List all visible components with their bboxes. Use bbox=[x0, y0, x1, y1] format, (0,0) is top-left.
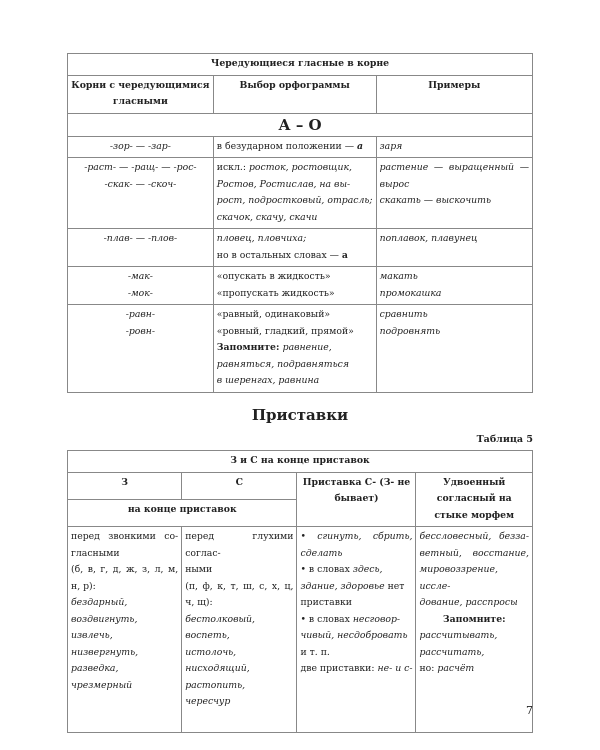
text-segment: ными bbox=[185, 564, 213, 575]
example-cell bbox=[376, 267, 532, 305]
text-segment: скачок, скачу, скачи bbox=[216, 211, 318, 223]
double-consonant-cell bbox=[416, 527, 533, 733]
cell-line bbox=[217, 139, 373, 156]
text-segment: «ровный, гладкий, прямой» bbox=[216, 325, 354, 337]
cell-line bbox=[300, 612, 412, 629]
text-segment: (б, в, г, д, ж, з, л, м, bbox=[71, 564, 179, 575]
text-segment: но в остальных словах — bbox=[216, 249, 342, 261]
text-segment: ч, щ): bbox=[185, 597, 213, 608]
column-header-roots: Корни с чередующимися гласными bbox=[68, 75, 214, 113]
table-label: Таблица 5 bbox=[476, 434, 533, 445]
text-segment: перед глухими соглас- bbox=[185, 531, 294, 559]
section-header: А – О bbox=[68, 113, 533, 136]
column-header-prefix-s: Приставка С- (З- не бывает) bbox=[297, 472, 416, 527]
column-header-z: З bbox=[68, 472, 182, 499]
root-cell bbox=[68, 305, 214, 393]
cell-line bbox=[71, 177, 210, 194]
cell-line bbox=[185, 645, 293, 662]
cell-line bbox=[217, 307, 373, 324]
text-segment: Ростов, Ростислав, на вы- bbox=[216, 178, 351, 190]
cell-line bbox=[217, 177, 373, 194]
text-segment: бессловесный, безза- bbox=[419, 531, 529, 542]
text-segment: и т. п. bbox=[300, 646, 330, 658]
cell-line bbox=[71, 628, 178, 645]
text-segment: н, р): bbox=[71, 580, 96, 592]
rule-cell bbox=[213, 229, 376, 267]
text-segment: низвергнуть, bbox=[71, 646, 139, 658]
text-segment: промокашка bbox=[379, 287, 442, 299]
text-segment: перед звонкими со- bbox=[71, 531, 179, 542]
root-cell bbox=[68, 136, 214, 158]
cell-line bbox=[419, 595, 529, 612]
rule-cell bbox=[213, 158, 376, 229]
text-segment: воздвигнуть, bbox=[71, 613, 138, 625]
text-segment: гласными bbox=[71, 547, 120, 559]
text-segment: росток, ростовщик, bbox=[248, 162, 352, 173]
section-title: Приставки bbox=[251, 406, 349, 424]
cell-line bbox=[71, 231, 210, 248]
column-header-double-consonant: Удвоенный согласный на стыке морфем bbox=[416, 472, 533, 527]
table-title: Чередующиеся гласные в корне bbox=[68, 54, 533, 76]
text-segment: вырос bbox=[379, 178, 410, 190]
cell-line bbox=[71, 678, 178, 695]
text-segment: • в словах bbox=[300, 613, 353, 625]
text-segment: пловец, пловчиха; bbox=[216, 233, 307, 244]
text-segment: -равн- bbox=[125, 309, 156, 320]
cell-line bbox=[217, 324, 373, 341]
text-segment: равняться, подравняться bbox=[216, 358, 350, 370]
text-segment: истолочь, bbox=[185, 646, 237, 658]
cell-line bbox=[185, 562, 293, 579]
cell-line bbox=[419, 628, 529, 645]
cell-line bbox=[71, 324, 210, 341]
text-segment: чересчур bbox=[185, 696, 231, 707]
text-segment: мировоззрение, иссле- bbox=[419, 564, 498, 592]
cell-line bbox=[419, 661, 529, 678]
page-number: 7 bbox=[526, 704, 533, 717]
cell-line bbox=[71, 661, 178, 678]
text-segment: макать bbox=[379, 271, 418, 282]
cell-line bbox=[185, 661, 293, 678]
example-cell bbox=[376, 136, 532, 158]
text-segment: дование, расспросы bbox=[419, 597, 518, 608]
cell-line bbox=[185, 529, 293, 562]
s-rule-cell bbox=[182, 527, 297, 733]
text-segment: несговор- bbox=[352, 613, 401, 625]
cell-line bbox=[380, 231, 529, 248]
text-segment: -раст- — -ращ- — -рос- bbox=[84, 162, 197, 173]
text-segment: в шеренгах, равнина bbox=[216, 375, 320, 386]
table-row bbox=[68, 158, 533, 229]
cell-line bbox=[380, 269, 529, 286]
cell-line bbox=[380, 139, 529, 156]
cell-line bbox=[217, 269, 373, 286]
text-segment: рассчитывать, bbox=[419, 630, 498, 641]
text-segment: две приставки: bbox=[300, 663, 378, 674]
text-segment: поплавок, плавунец bbox=[379, 233, 478, 244]
cell-line bbox=[419, 612, 529, 629]
rule-cell bbox=[213, 136, 376, 158]
text-segment: а bbox=[356, 140, 363, 152]
table-row bbox=[68, 229, 533, 267]
text-segment: растение — выращенный — bbox=[379, 162, 529, 173]
text-segment: -зор- — -зар- bbox=[109, 140, 171, 152]
text-segment: нисходящий, bbox=[185, 663, 250, 674]
cell-line bbox=[71, 529, 178, 546]
rule-cell bbox=[213, 267, 376, 305]
cell-line bbox=[300, 562, 412, 579]
cell-line bbox=[185, 628, 293, 645]
column-header-examples: Примеры bbox=[376, 75, 532, 113]
rule-cell bbox=[213, 305, 376, 393]
text-segment: бездарный, bbox=[71, 597, 128, 608]
text-segment: Запомните: bbox=[442, 613, 506, 625]
text-segment: «равный, одинаковый» bbox=[216, 309, 331, 320]
text-segment: расчёт bbox=[437, 663, 475, 674]
cell-line bbox=[217, 248, 373, 265]
text-segment: но: bbox=[419, 663, 438, 674]
text-segment: растопить, bbox=[185, 679, 246, 691]
cell-line bbox=[71, 562, 178, 579]
text-segment: (п, ф, к, т, ш, с, х, ц, bbox=[185, 580, 294, 592]
cell-line bbox=[71, 139, 210, 156]
text-segment: -плав- — -плов- bbox=[103, 233, 178, 244]
cell-line bbox=[71, 307, 210, 324]
example-cell bbox=[376, 305, 532, 393]
cell-line bbox=[380, 193, 529, 210]
z-rule-cell bbox=[68, 527, 182, 733]
text-segment: а bbox=[341, 249, 348, 261]
cell-line bbox=[419, 645, 529, 662]
cell-line bbox=[185, 595, 293, 612]
text-segment: искл.: bbox=[216, 162, 249, 173]
cell-line bbox=[71, 612, 178, 629]
text-segment: -скак- — -скоч- bbox=[104, 178, 177, 190]
cell-line bbox=[300, 595, 412, 612]
cell-line bbox=[71, 579, 178, 596]
text-segment: «опускать в жидкость» bbox=[216, 271, 331, 282]
cell-line bbox=[419, 546, 529, 563]
cell-line bbox=[380, 177, 529, 194]
cell-line bbox=[380, 286, 529, 303]
text-segment: • в словах bbox=[300, 564, 353, 575]
cell-line bbox=[380, 307, 529, 324]
cell-line bbox=[300, 661, 412, 678]
prefix-s-cell bbox=[297, 527, 416, 733]
text-segment: заря bbox=[379, 140, 403, 152]
table-row bbox=[68, 267, 533, 305]
text-segment: рассчитать, bbox=[419, 646, 485, 658]
text-segment: сделать bbox=[300, 547, 343, 559]
text-segment: нет bbox=[387, 580, 405, 592]
cell-line bbox=[217, 286, 373, 303]
text-segment: не- и с- bbox=[377, 663, 413, 674]
text-segment: -ровн- bbox=[125, 325, 156, 337]
text-segment: разведка, bbox=[71, 663, 119, 674]
text-segment: подровнять bbox=[379, 325, 441, 337]
text-segment: в безударном положении — bbox=[216, 140, 357, 152]
text-segment: ветный, восстание, bbox=[419, 547, 529, 559]
text-segment: бестолковый, bbox=[185, 613, 255, 625]
root-cell bbox=[68, 158, 214, 229]
alternating-vowels-table bbox=[67, 53, 533, 393]
example-cell bbox=[376, 229, 532, 267]
text-segment: равнение, bbox=[282, 342, 332, 353]
cell-line bbox=[71, 286, 210, 303]
text-segment: чивый, несдобровать bbox=[300, 630, 408, 641]
text-segment: воспеть, bbox=[185, 630, 230, 641]
cell-line bbox=[380, 160, 529, 177]
text-segment: чрезмерный bbox=[71, 679, 133, 691]
prefix-z-s-table bbox=[67, 450, 533, 733]
cell-line bbox=[71, 269, 210, 286]
table-title: З и С на конце приставок bbox=[68, 451, 533, 473]
cell-line bbox=[217, 340, 373, 357]
text-segment: приставки bbox=[300, 597, 352, 608]
cell-line bbox=[419, 529, 529, 546]
text-segment: рост, подростковый, отрасль; bbox=[216, 195, 373, 206]
text-segment: -мок- bbox=[127, 287, 153, 299]
text-segment: -мак- bbox=[127, 271, 153, 282]
table-row bbox=[68, 527, 533, 733]
cell-line bbox=[217, 357, 373, 374]
cell-line bbox=[71, 595, 178, 612]
cell-line bbox=[300, 628, 412, 645]
text-segment: здание, здоровье bbox=[300, 580, 388, 592]
table-row bbox=[68, 305, 533, 393]
cell-line bbox=[185, 694, 293, 711]
cell-line bbox=[71, 160, 210, 177]
cell-line bbox=[217, 160, 373, 177]
cell-line bbox=[380, 324, 529, 341]
cell-line bbox=[71, 546, 178, 563]
cell-line bbox=[185, 612, 293, 629]
column-subheader: на конце приставок bbox=[68, 499, 297, 526]
cell-line bbox=[185, 579, 293, 596]
cell-line bbox=[217, 210, 373, 227]
root-cell bbox=[68, 267, 214, 305]
text-segment: извлечь, bbox=[71, 630, 113, 641]
text-segment: Запомните: bbox=[216, 342, 283, 353]
cell-line bbox=[300, 529, 412, 546]
example-cell bbox=[376, 158, 532, 229]
cell-line bbox=[300, 546, 412, 563]
text-segment: скакать — выскочить bbox=[379, 195, 492, 206]
cell-line bbox=[217, 373, 373, 390]
column-header-s: С bbox=[182, 472, 297, 499]
column-header-choice: Выбор орфограммы bbox=[213, 75, 376, 113]
table-body bbox=[68, 136, 533, 392]
cell-line bbox=[300, 645, 412, 662]
cell-line bbox=[217, 193, 373, 210]
root-cell bbox=[68, 229, 214, 267]
text-segment: «пропускать жидкость» bbox=[216, 287, 335, 299]
cell-line bbox=[300, 579, 412, 596]
table-row bbox=[68, 136, 533, 158]
cell-line bbox=[185, 678, 293, 695]
cell-line bbox=[71, 645, 178, 662]
cell-line bbox=[217, 231, 373, 248]
text-segment: сравнить bbox=[379, 309, 428, 320]
text-segment: здесь, bbox=[352, 564, 383, 575]
text-segment: • сгинуть, сбрить, bbox=[300, 531, 413, 542]
cell-line bbox=[419, 562, 529, 595]
